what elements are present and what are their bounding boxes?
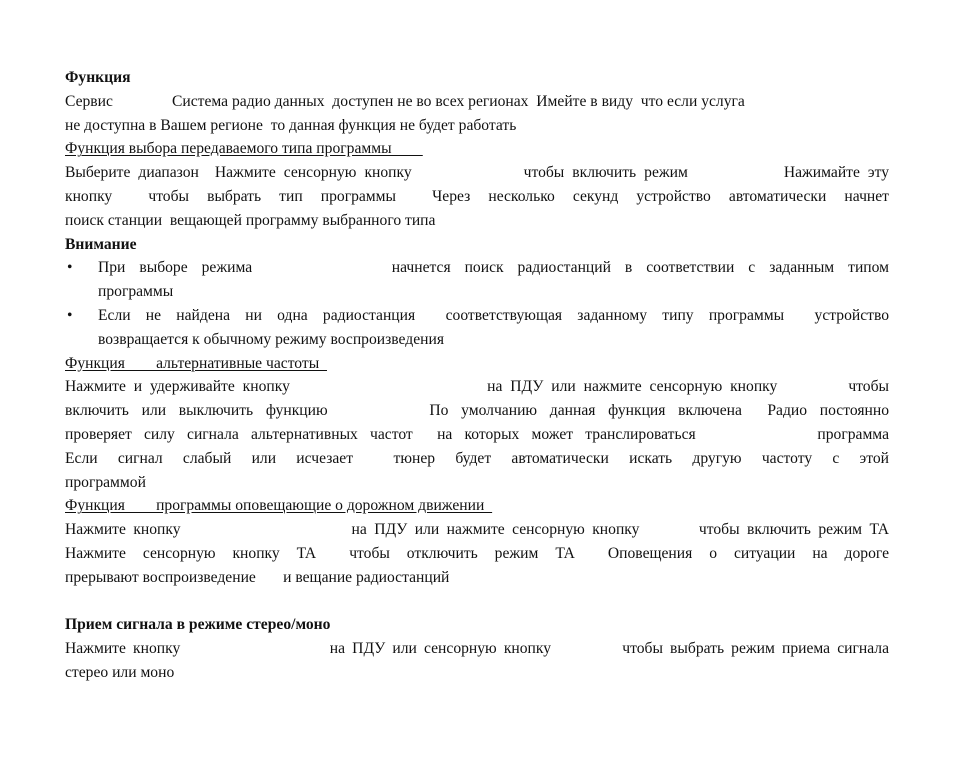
bullet-item-1 <box>65 256 889 304</box>
ta-paragraph-line-2: Нажмите сенсорную кнопку TA чтобы отключить режим TA Оповещения о ситуации на дороге <box>65 544 889 562</box>
stereo-paragraph-line-2: стерео или моно <box>65 663 175 681</box>
bullet-1-line-2: программы <box>98 283 174 301</box>
service-label: Сервис <box>65 92 113 110</box>
service-continuation: не доступна в Вашем регионе то данная функция не будет работать <box>65 116 517 134</box>
document-page <box>65 66 889 685</box>
af-paragraph-line-1: Нажмите и удерживайте кнопку на ПДУ или нажмите сенсорную кнопку чтобы <box>65 378 889 396</box>
stereo-section-title: Прием сигнала в режиме стерео/моно <box>65 616 331 634</box>
af-paragraph-line-4: Если сигнал слабый или исчезает тюнер будет автоматически искать другую частоту с этой <box>65 449 889 467</box>
blank-spacer <box>65 590 889 614</box>
ta-paragraph-line-1: Нажмите кнопку на ПДУ или нажмите сенсорную кнопку чтобы включить режим TA <box>65 521 889 539</box>
af-section-title: Функция альтернативные частоты <box>65 354 327 372</box>
bullet-2-line-1: Если не найдена ни одна радиостанция соответствующая заданному типу программы устройство <box>98 306 889 324</box>
pty-paragraph-line-1: Выберите диапазон Нажмите сенсорную кнопку чтобы включить режим Нажимайте эту <box>65 164 889 182</box>
ta-section-title: Функция программы оповещающие о дорожном движении <box>65 497 493 515</box>
bullet-2-line-2: возвращается к обычному режиму воспроизведения <box>98 330 444 348</box>
bullet-1-line-1: При выборе режима начнется поиск радиостанций в соответствии с заданным типом <box>98 259 889 277</box>
service-line <box>65 90 889 114</box>
bullet-item-2 <box>65 304 889 352</box>
bullet-dot: • <box>67 306 73 324</box>
pty-paragraph-line-3: поиск станции вещающей программу выбранного типа <box>65 211 436 229</box>
af-paragraph-line-2: включить или выключить функцию По умолчанию данная функция включена Радио постоянно <box>65 402 889 420</box>
pty-section-title: Функция выбора передаваемого типа программы <box>65 140 423 158</box>
attention-heading: Внимание <box>65 235 137 253</box>
stereo-paragraph-line-1: Нажмите кнопку на ПДУ или сенсорную кнопку чтобы выбрать режим приема сигнала <box>65 640 889 658</box>
ta-paragraph-line-3: прерывают воспроизведение и вещание радиостанций <box>65 568 450 586</box>
bullet-dot: • <box>67 259 73 277</box>
service-text: Система радио данных доступен не во всех регионах Имейте в виду что если услуга <box>172 92 745 110</box>
af-paragraph-line-5: программой <box>65 473 146 491</box>
af-paragraph-line-3: проверяет силу сигнала альтернативных частот на которых может транслироваться программа <box>65 425 889 443</box>
heading-function: Функция <box>65 69 131 86</box>
pty-paragraph-line-2: кнопку чтобы выбрать тип программы Через несколько секунд устройство автоматически начнет <box>65 187 889 205</box>
